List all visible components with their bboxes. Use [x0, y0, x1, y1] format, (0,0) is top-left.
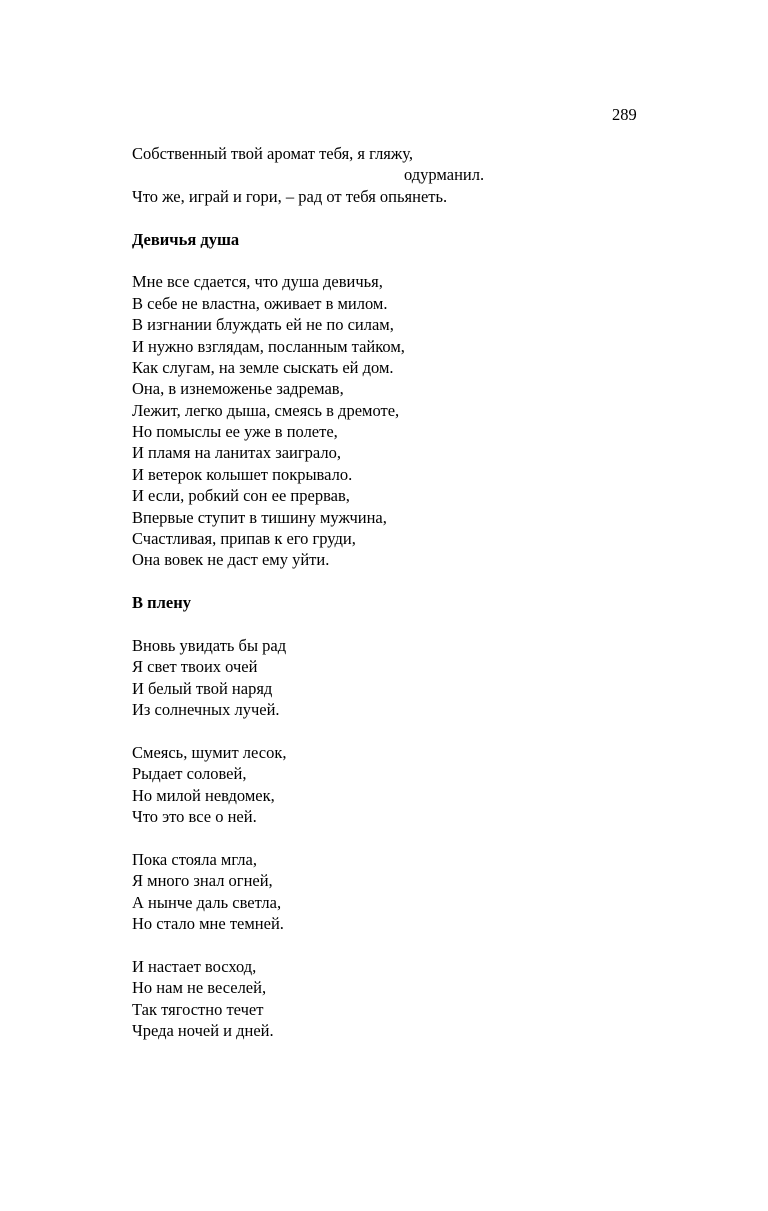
spacer — [132, 721, 652, 742]
poem-line: Но помыслы ее уже в полете, — [132, 422, 338, 442]
poem-v-plenu — [132, 592, 652, 1041]
poem-line: Чреда ночей и дней. — [132, 1021, 274, 1041]
poem-line: В изгнании блуждать ей не по силам, — [132, 315, 394, 335]
poem-devichya-dusha — [132, 229, 652, 571]
poem-line: Но стало мне темней. — [132, 914, 284, 934]
poem-line: Я много знал огней, — [132, 871, 273, 891]
spacer — [132, 614, 652, 635]
intro-line: Что же, играй и гори, – рад от тебя опьянеть. — [132, 186, 448, 206]
poem-line: Смеясь, шумит лесок, — [132, 742, 287, 762]
poem-line: Но милой невдомек, — [132, 785, 275, 805]
spacer — [132, 934, 652, 955]
poem-line: Что это все о ней. — [132, 807, 257, 827]
stanza — [132, 635, 652, 721]
stanza — [132, 956, 652, 1042]
stanza — [132, 849, 652, 935]
page-content — [132, 143, 652, 1041]
spacer — [132, 207, 652, 228]
poem-line: И нужно взглядам, посланным тайком, — [132, 336, 405, 356]
poem-line: В себе не властна, оживает в милом. — [132, 293, 388, 313]
poem-line: Счастливая, припав к его груди, — [132, 529, 356, 549]
poem-line: И белый твой наряд — [132, 678, 273, 698]
poem-line: И настает восход, — [132, 956, 257, 976]
spacer — [132, 828, 652, 849]
poem-title: В плену — [132, 593, 191, 613]
stanza — [132, 742, 652, 828]
poem-line: Вновь увидать бы рад — [132, 635, 287, 655]
spacer — [132, 571, 652, 592]
poem-line: Я свет твоих очей — [132, 657, 258, 677]
poem-line: И пламя на ланитах заиграло, — [132, 443, 341, 463]
poem-line: Лежит, легко дыша, смеясь в дремоте, — [132, 400, 400, 420]
poem-line: Впервые ступит в тишину мужчина, — [132, 507, 387, 527]
poem-line: Но нам не веселей, — [132, 978, 267, 998]
poem-line: Она, в изнеможенье задремав, — [132, 379, 344, 399]
intro-fragment — [132, 143, 652, 207]
intro-line: Собственный твой аромат тебя, я гляжу, — [132, 144, 414, 163]
spacer — [132, 250, 652, 271]
intro-line-continuation: одурманил. — [404, 165, 485, 185]
poem-line: Как слугам, на земле сыскать ей дом. — [132, 357, 394, 377]
poem-line: А нынче даль светла, — [132, 892, 282, 912]
poem-title: Девичья душа — [132, 229, 240, 249]
poem-line: Она вовек не даст ему уйти. — [132, 550, 330, 570]
poem-line: Мне все сдается, что душа девичья, — [132, 272, 383, 292]
poem-line: Так тягостно течет — [132, 999, 264, 1019]
poem-line: И ветерок колышет покрывало. — [132, 464, 353, 484]
poem-line: Пока стояла мгла, — [132, 849, 257, 869]
poem-line: И если, робкий сон ее прервав, — [132, 486, 350, 506]
poem-line: Рыдает соловей, — [132, 764, 247, 784]
page-number: 289 — [612, 105, 637, 124]
poem-line: Из солнечных лучей. — [132, 700, 280, 720]
